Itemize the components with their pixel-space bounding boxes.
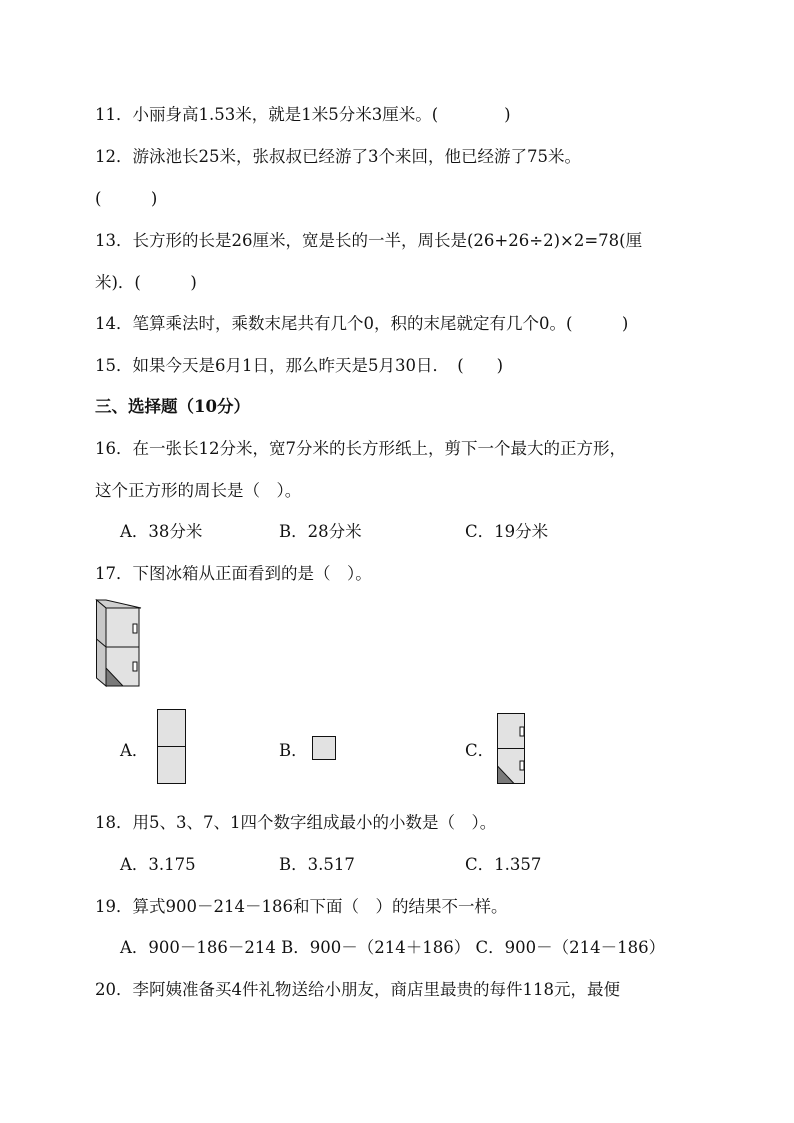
question-16-option-b: B．28分米 <box>279 522 362 541</box>
question-18-option-c: C．1.357 <box>465 855 542 874</box>
question-12-line1: 12．游泳池长25米，张叔叔已经游了3个来回，他已经游了75米。 <box>95 147 581 166</box>
question-16-line1: 16．在一张长12分米，宽7分米的长方形纸上，剪下一个最大的正方形， <box>95 439 626 458</box>
question-17-option-c-label: C． <box>465 741 495 760</box>
question-18-option-a: A．3.175 <box>120 855 196 874</box>
question-16-option-c: C．19分米 <box>465 522 549 541</box>
question-20-line1: 20．李阿姨准备买4件礼物送给小朋友，商店里最贵的每件118元，最便 <box>95 980 620 999</box>
option-a-figure <box>157 709 187 785</box>
question-12-line2: ( ) <box>95 189 158 208</box>
question-19-stem: 19．算式900－214－186和下面（ ）的结果不一样。 <box>95 897 508 916</box>
question-13-line1: 13．长方形的长是26厘米，宽是长的一半，周长是(26+26÷2)×2=78(厘 <box>95 231 643 250</box>
question-14: 14．笔算乘法时，乘数末尾共有几个0，积的末尾就定有几个0。( ) <box>95 314 629 333</box>
question-18-option-b: B．3.517 <box>279 855 355 874</box>
question-17-stem: 17．下图冰箱从正面看到的是（ ）。 <box>95 564 372 583</box>
question-16-option-a: A．38分米 <box>120 522 203 541</box>
section-heading-choice: 三、选择题（10分） <box>95 397 250 416</box>
question-17-option-b-label: B． <box>279 741 308 760</box>
question-16-line2: 这个正方形的周长是（ ）。 <box>95 481 302 500</box>
option-c-figure <box>497 709 527 785</box>
refrigerator-figure <box>96 598 146 690</box>
question-18-stem: 18．用5、3、7、1四个数字组成最小的小数是（ ）。 <box>95 813 497 832</box>
question-15: 15．如果今天是6月1日，那么昨天是5月30日． ( ) <box>95 356 504 375</box>
question-11: 11．小丽身高1.53米，就是1米5分米3厘米。( ) <box>95 105 511 124</box>
question-17-option-a-label: A． <box>120 741 149 760</box>
option-b-figure <box>312 736 338 762</box>
question-13-line2: 米)．( ) <box>95 273 197 292</box>
question-19-options: A．900－186－214 B．900－（214＋186） C．900－（214－186） <box>120 938 666 957</box>
